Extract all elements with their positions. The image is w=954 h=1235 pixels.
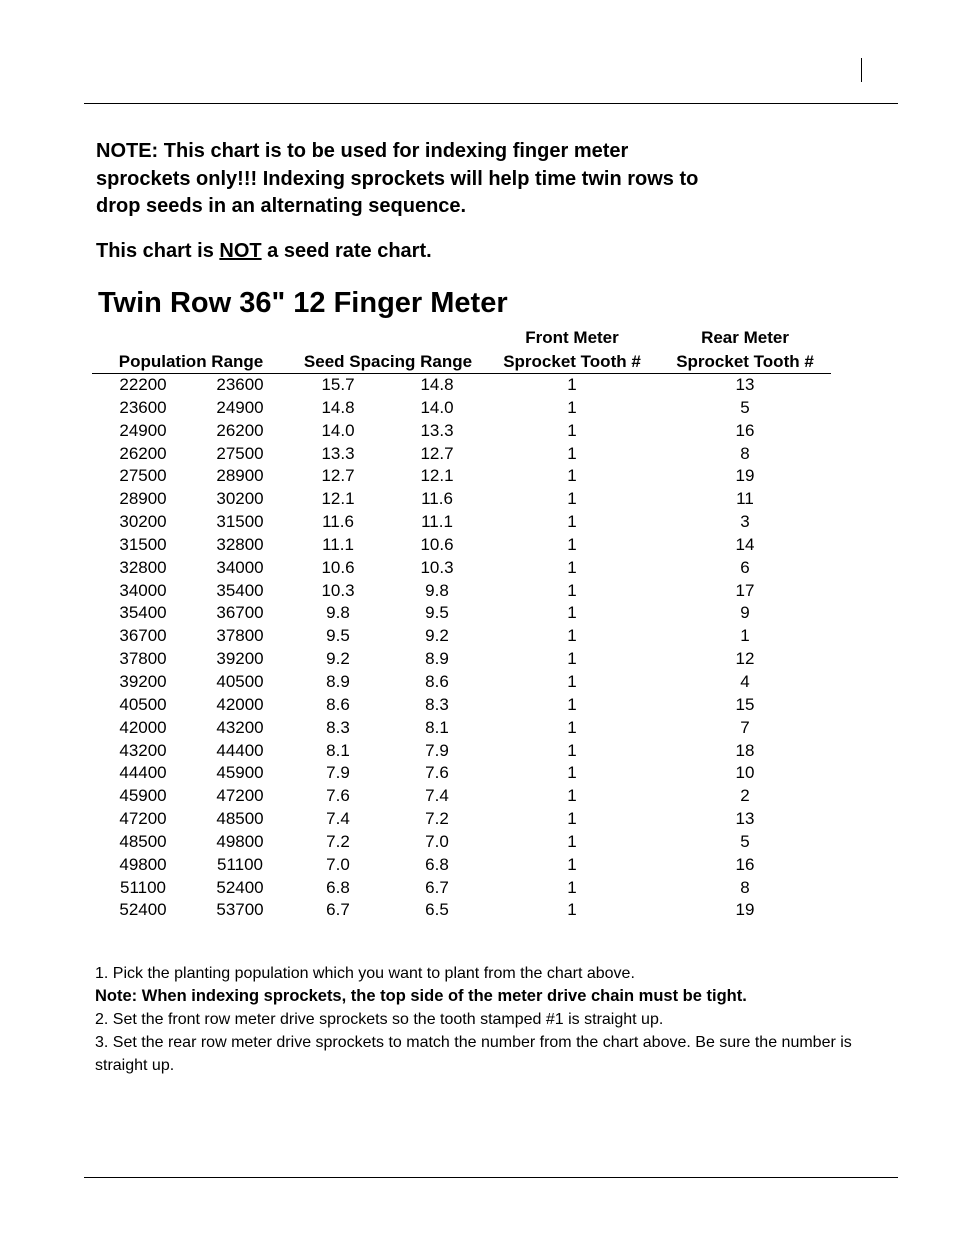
not-note-underlined: NOT	[219, 240, 262, 262]
table-row	[0, 899, 954, 922]
rear-tooth-cell: 19	[735, 466, 755, 486]
spacing-from-cell: 14.0	[321, 420, 355, 440]
spacing-to-cell: 8.6	[425, 671, 449, 691]
rear-tooth-cell: 8	[740, 877, 750, 897]
population-from-cell: 44400	[119, 763, 167, 783]
table-row	[0, 602, 954, 625]
rear-tooth-cell: 9	[740, 603, 750, 623]
population-to-cell: 45900	[216, 763, 264, 783]
rear-tooth-cell: 16	[735, 420, 755, 440]
rear-tooth-cell: 8	[740, 443, 750, 463]
table-row	[0, 808, 954, 831]
note-line: NOTE: This chart is to be used for indexing finger meter	[96, 140, 629, 162]
instruction-step-2: 2. Set the front row meter drive sprockets so the tooth stamped #1 is straight up.	[95, 1011, 664, 1028]
spacing-from-cell: 13.3	[321, 443, 355, 463]
table-row	[0, 740, 954, 763]
front-tooth-cell: 1	[567, 375, 577, 394]
population-to-cell: 26200	[216, 420, 264, 440]
population-from-cell: 40500	[119, 694, 167, 714]
spacing-from-cell: 7.0	[326, 854, 350, 874]
front-tooth-cell: 1	[567, 534, 577, 554]
rear-tooth-cell: 1	[740, 626, 750, 646]
population-from-cell: 42000	[119, 717, 167, 737]
table-row	[0, 488, 954, 511]
population-from-cell: 22200	[119, 375, 167, 394]
spacing-from-cell: 7.4	[326, 809, 350, 829]
population-from-cell: 30200	[119, 512, 167, 532]
population-to-cell: 32800	[216, 534, 264, 554]
population-from-cell: 39200	[119, 671, 167, 691]
spacing-from-cell: 9.5	[326, 626, 350, 646]
spacing-from-cell: 9.8	[326, 603, 350, 623]
spacing-from-cell: 8.1	[326, 740, 350, 760]
spacing-from-cell: 10.3	[321, 580, 355, 600]
population-from-cell: 26200	[119, 443, 167, 463]
table-row	[0, 534, 954, 557]
population-from-cell: 27500	[119, 466, 167, 486]
spacing-to-cell: 7.6	[425, 763, 449, 783]
population-from-cell: 23600	[119, 397, 167, 417]
instruction-step-3: 3. Set the rear row meter drive sprockets to match the number from the chart above. Be sure the number is straight up.	[95, 1034, 852, 1074]
table-row	[0, 443, 954, 466]
population-to-cell: 39200	[216, 649, 264, 669]
header-rear-sprocket-tooth: Sprocket Tooth #	[676, 352, 814, 371]
spacing-from-cell: 7.2	[326, 831, 350, 851]
front-tooth-cell: 1	[567, 626, 577, 646]
sprocket-table-body	[0, 374, 954, 922]
rear-tooth-cell: 6	[740, 557, 750, 577]
rear-tooth-cell: 18	[735, 740, 755, 760]
not-note-after: a seed rate chart.	[261, 240, 432, 262]
front-tooth-cell: 1	[567, 831, 577, 851]
population-from-cell: 24900	[119, 420, 167, 440]
front-tooth-cell: 1	[567, 512, 577, 532]
table-row	[0, 648, 954, 671]
table-row	[0, 877, 954, 900]
population-from-cell: 31500	[119, 534, 167, 554]
spacing-to-cell: 7.0	[425, 831, 449, 851]
spacing-from-cell: 8.6	[326, 694, 350, 714]
rear-tooth-cell: 19	[735, 900, 755, 920]
spacing-to-cell: 12.7	[420, 443, 454, 463]
spacing-to-cell: 11.6	[421, 489, 453, 509]
front-tooth-cell: 1	[567, 466, 577, 486]
population-from-cell: 43200	[119, 740, 167, 760]
header-seed-spacing-range: Seed Spacing Range	[303, 352, 473, 371]
population-to-cell: 49800	[216, 831, 264, 851]
population-from-cell: 51100	[119, 877, 167, 897]
population-from-cell: 35400	[119, 603, 167, 623]
rear-tooth-cell: 12	[735, 649, 755, 669]
front-tooth-cell: 1	[567, 854, 577, 874]
header-rule	[84, 103, 898, 104]
population-to-cell: 42000	[216, 694, 264, 714]
table-row	[0, 854, 954, 877]
front-tooth-cell: 1	[567, 649, 577, 669]
population-from-cell: 36700	[119, 626, 167, 646]
spacing-to-cell: 10.3	[420, 557, 454, 577]
rear-tooth-cell: 15	[735, 694, 755, 714]
table-row	[0, 374, 954, 397]
spacing-to-cell: 12.1	[420, 466, 454, 486]
population-to-cell: 24900	[216, 397, 264, 417]
chart-title: Twin Row 36" 12 Finger Meter	[98, 287, 508, 319]
front-tooth-cell: 1	[567, 489, 577, 509]
spacing-from-cell: 11.1	[322, 534, 354, 554]
indexing-note	[96, 138, 796, 221]
table-row	[0, 671, 954, 694]
population-to-cell: 30200	[216, 489, 264, 509]
rear-tooth-cell: 13	[735, 809, 755, 829]
population-to-cell: 52400	[216, 877, 264, 897]
header-population-range: Population Range	[118, 352, 264, 371]
front-tooth-cell: 1	[567, 786, 577, 806]
spacing-to-cell: 6.8	[425, 854, 449, 874]
spacing-from-cell: 6.8	[326, 877, 350, 897]
rear-tooth-cell: 14	[735, 534, 755, 554]
spacing-from-cell: 7.9	[326, 763, 350, 783]
population-from-cell: 48500	[119, 831, 167, 851]
spacing-to-cell: 7.9	[425, 740, 449, 760]
population-from-cell: 45900	[119, 786, 167, 806]
rear-tooth-cell: 11	[736, 489, 754, 509]
population-to-cell: 36700	[216, 603, 264, 623]
instructions	[95, 962, 855, 1077]
population-to-cell: 48500	[216, 809, 264, 829]
front-tooth-cell: 1	[567, 420, 577, 440]
table-row	[0, 397, 954, 420]
spacing-from-cell: 11.6	[322, 512, 354, 532]
rear-tooth-cell: 16	[735, 854, 755, 874]
population-to-cell: 44400	[216, 740, 264, 760]
spacing-to-cell: 9.5	[425, 603, 449, 623]
population-to-cell: 35400	[216, 580, 264, 600]
front-tooth-cell: 1	[567, 900, 577, 920]
spacing-to-cell: 8.3	[425, 694, 449, 714]
footer-rule	[84, 1177, 898, 1178]
front-tooth-cell: 1	[567, 809, 577, 829]
population-to-cell: 37800	[216, 626, 264, 646]
population-to-cell: 53700	[216, 900, 264, 920]
spacing-from-cell: 6.7	[326, 900, 350, 920]
front-tooth-cell: 1	[567, 717, 577, 737]
population-to-cell: 51100	[216, 854, 264, 874]
spacing-from-cell: 14.8	[321, 397, 355, 417]
table-row	[0, 762, 954, 785]
spacing-from-cell: 8.3	[326, 717, 350, 737]
spacing-to-cell: 14.0	[420, 397, 454, 417]
spacing-from-cell: 12.7	[321, 466, 355, 486]
population-from-cell: 47200	[119, 809, 167, 829]
front-tooth-cell: 1	[567, 443, 577, 463]
not-seed-rate-note	[96, 240, 432, 263]
spacing-to-cell: 9.8	[425, 580, 449, 600]
population-to-cell: 23600	[216, 375, 264, 394]
spacing-to-cell: 7.4	[425, 786, 449, 806]
spacing-from-cell: 15.7	[321, 375, 355, 394]
rear-tooth-cell: 7	[740, 717, 750, 737]
population-from-cell: 34000	[119, 580, 167, 600]
spacing-from-cell: 7.6	[326, 786, 350, 806]
population-to-cell: 47200	[216, 786, 264, 806]
spacing-from-cell: 10.6	[321, 557, 355, 577]
spacing-to-cell: 14.8	[420, 375, 454, 394]
spacing-from-cell: 9.2	[326, 649, 350, 669]
rear-tooth-cell: 4	[740, 671, 750, 691]
rear-tooth-cell: 13	[735, 375, 755, 394]
spacing-to-cell: 11.1	[421, 512, 453, 532]
note-line: drop seeds in an alternating sequence.	[96, 195, 467, 217]
header-front-meter: Front Meter	[525, 328, 619, 347]
table-row	[0, 511, 954, 534]
spacing-from-cell: 8.9	[326, 671, 350, 691]
table-row	[0, 465, 954, 488]
table-row	[0, 625, 954, 648]
spacing-to-cell: 10.6	[420, 534, 454, 554]
front-tooth-cell: 1	[567, 603, 577, 623]
instruction-step-1: 1. Pick the planting population which you want to plant from the chart above.	[95, 965, 635, 982]
header-front-sprocket-tooth: Sprocket Tooth #	[503, 352, 641, 371]
population-to-cell: 31500	[216, 512, 264, 532]
front-tooth-cell: 1	[567, 694, 577, 714]
page-number-marker	[861, 58, 862, 82]
table-row	[0, 557, 954, 580]
table-row	[0, 580, 954, 603]
population-to-cell: 28900	[216, 466, 264, 486]
not-note-before: This chart is	[96, 240, 220, 262]
spacing-to-cell: 9.2	[425, 626, 449, 646]
front-tooth-cell: 1	[567, 397, 577, 417]
header-rear-meter: Rear Meter	[701, 328, 789, 347]
population-from-cell: 52400	[119, 900, 167, 920]
front-tooth-cell: 1	[567, 740, 577, 760]
note-line: sprockets only!!! Indexing sprockets will help time twin rows to	[96, 167, 699, 190]
spacing-to-cell: 6.7	[425, 877, 449, 897]
front-tooth-cell: 1	[567, 557, 577, 577]
population-from-cell: 37800	[119, 649, 167, 669]
spacing-to-cell: 8.1	[425, 717, 449, 737]
rear-tooth-cell: 17	[735, 580, 755, 600]
population-from-cell: 28900	[119, 489, 167, 509]
table-row	[0, 694, 954, 717]
front-tooth-cell: 1	[567, 580, 577, 600]
population-to-cell: 34000	[216, 557, 264, 577]
instruction-bold-note: Note: When indexing sprockets, the top side of the meter drive chain must be tight.	[95, 987, 747, 1005]
rear-tooth-cell: 10	[735, 763, 755, 783]
spacing-to-cell: 7.2	[425, 809, 449, 829]
population-to-cell: 40500	[216, 671, 264, 691]
rear-tooth-cell: 3	[740, 512, 750, 532]
population-from-cell: 49800	[119, 854, 167, 874]
front-tooth-cell: 1	[567, 877, 577, 897]
table-row	[0, 831, 954, 854]
population-from-cell: 32800	[119, 557, 167, 577]
table-row	[0, 420, 954, 443]
rear-tooth-cell: 5	[740, 397, 750, 417]
spacing-to-cell: 13.3	[420, 420, 454, 440]
front-tooth-cell: 1	[567, 671, 577, 691]
spacing-to-cell: 8.9	[425, 649, 449, 669]
population-to-cell: 43200	[216, 717, 264, 737]
table-row	[0, 785, 954, 808]
spacing-from-cell: 12.1	[321, 489, 355, 509]
front-tooth-cell: 1	[567, 763, 577, 783]
population-to-cell: 27500	[216, 443, 264, 463]
rear-tooth-cell: 5	[740, 831, 750, 851]
table-row	[0, 717, 954, 740]
rear-tooth-cell: 2	[740, 786, 750, 806]
spacing-to-cell: 6.5	[425, 900, 449, 920]
